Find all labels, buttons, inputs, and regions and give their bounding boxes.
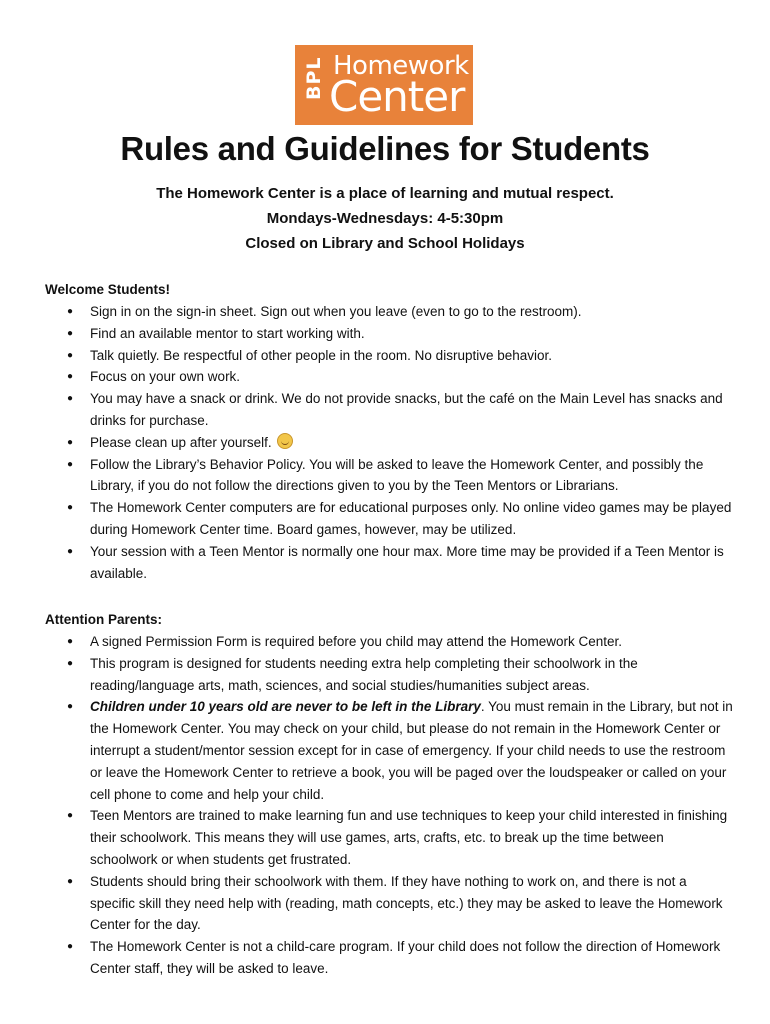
students-section	[45, 282, 735, 584]
parents-section	[45, 612, 735, 980]
list-item: ● Please clean up after yourself.	[45, 432, 735, 454]
students-heading: Welcome Students!	[45, 282, 171, 297]
homework-center-logo	[295, 45, 473, 125]
subtitle-mission: The Homework Center is a place of learning and mutual respect.	[156, 185, 614, 202]
list-item: ● Sign in on the sign-in sheet. Sign out when you leave (even to go to the restroom).	[45, 301, 735, 323]
list-item: ● Children under 10 years old are never to be left in the Library. You must remain in the Library, but not in the Homework Center. You may check on your child, but please do not remain in the Homework Center or interrupt a student/mentor session except for in case of emergency. If your child needs to use the restroom or leave the Homework Center to retrieve a book, you will be paged over the loudspeaker or called on your cell phone to come and help your child.	[45, 696, 735, 805]
logo-line2: Center	[329, 72, 465, 121]
list-item: ● A signed Permission Form is required before you child may attend the Homework Center.	[45, 631, 735, 653]
children-warning: Children under 10 years old are never to be left in the Library	[90, 699, 481, 715]
page-title: Rules and Guidelines for Students	[120, 130, 650, 167]
list-item: ● You may have a snack or drink. We do not provide snacks, but the café on the Main Level has snacks and drinks for purchase.	[45, 388, 735, 432]
parents-heading: Attention Parents:	[45, 612, 163, 627]
smiley-icon	[277, 433, 293, 449]
list-item: ● Your session with a Teen Mentor is normally one hour max. More time may be provided if a Teen Mentor is available.	[45, 541, 735, 585]
list-item: ● This program is designed for students needing extra help completing their schoolwork in the reading/language arts, math, sciences, and social studies/humanities subject areas.	[45, 653, 735, 697]
list-item: ● Follow the Library’s Behavior Policy. You will be asked to leave the Homework Center, and possibly the Library, if you do not follow the directions given to you by the Teen Mentors or Librarians.	[45, 454, 735, 498]
students-rules-list	[45, 301, 735, 584]
list-item: ● Teen Mentors are trained to make learning fun and use techniques to keep your child interested in finishing their schoolwork. This means they will use games, arts, crafts, etc. to break up the time between schoolwork or when students get frustrated.	[45, 805, 735, 870]
list-item: ● Find an available mentor to start working with.	[45, 323, 735, 345]
list-item: ● Students should bring their schoolwork with them. If they have nothing to work on, and there is not a specific skill they need help with (reading, math concepts, etc.) they may be asked to leave the Homework Center for the day.	[45, 871, 735, 936]
list-item: ● The Homework Center computers are for educational purposes only. No online video games may be played during Homework Center time. Board games, however, may be utilized.	[45, 497, 735, 541]
list-item: ● Focus on your own work.	[45, 366, 735, 388]
subtitle-closed: Closed on Library and School Holidays	[245, 235, 525, 252]
list-item: ● The Homework Center is not a child-care program. If your child does not follow the direction of Homework Center staff, they will be asked to leave.	[45, 936, 735, 980]
subtitle-hours: Mondays-Wednesdays: 4-5:30pm	[266, 210, 504, 227]
parents-rules-list	[45, 631, 735, 980]
list-item: ● Talk quietly. Be respectful of other people in the room. No disruptive behavior.	[45, 345, 735, 367]
logo-bpl-text: BPL	[303, 56, 325, 100]
logo-line1: Homework	[333, 51, 469, 81]
